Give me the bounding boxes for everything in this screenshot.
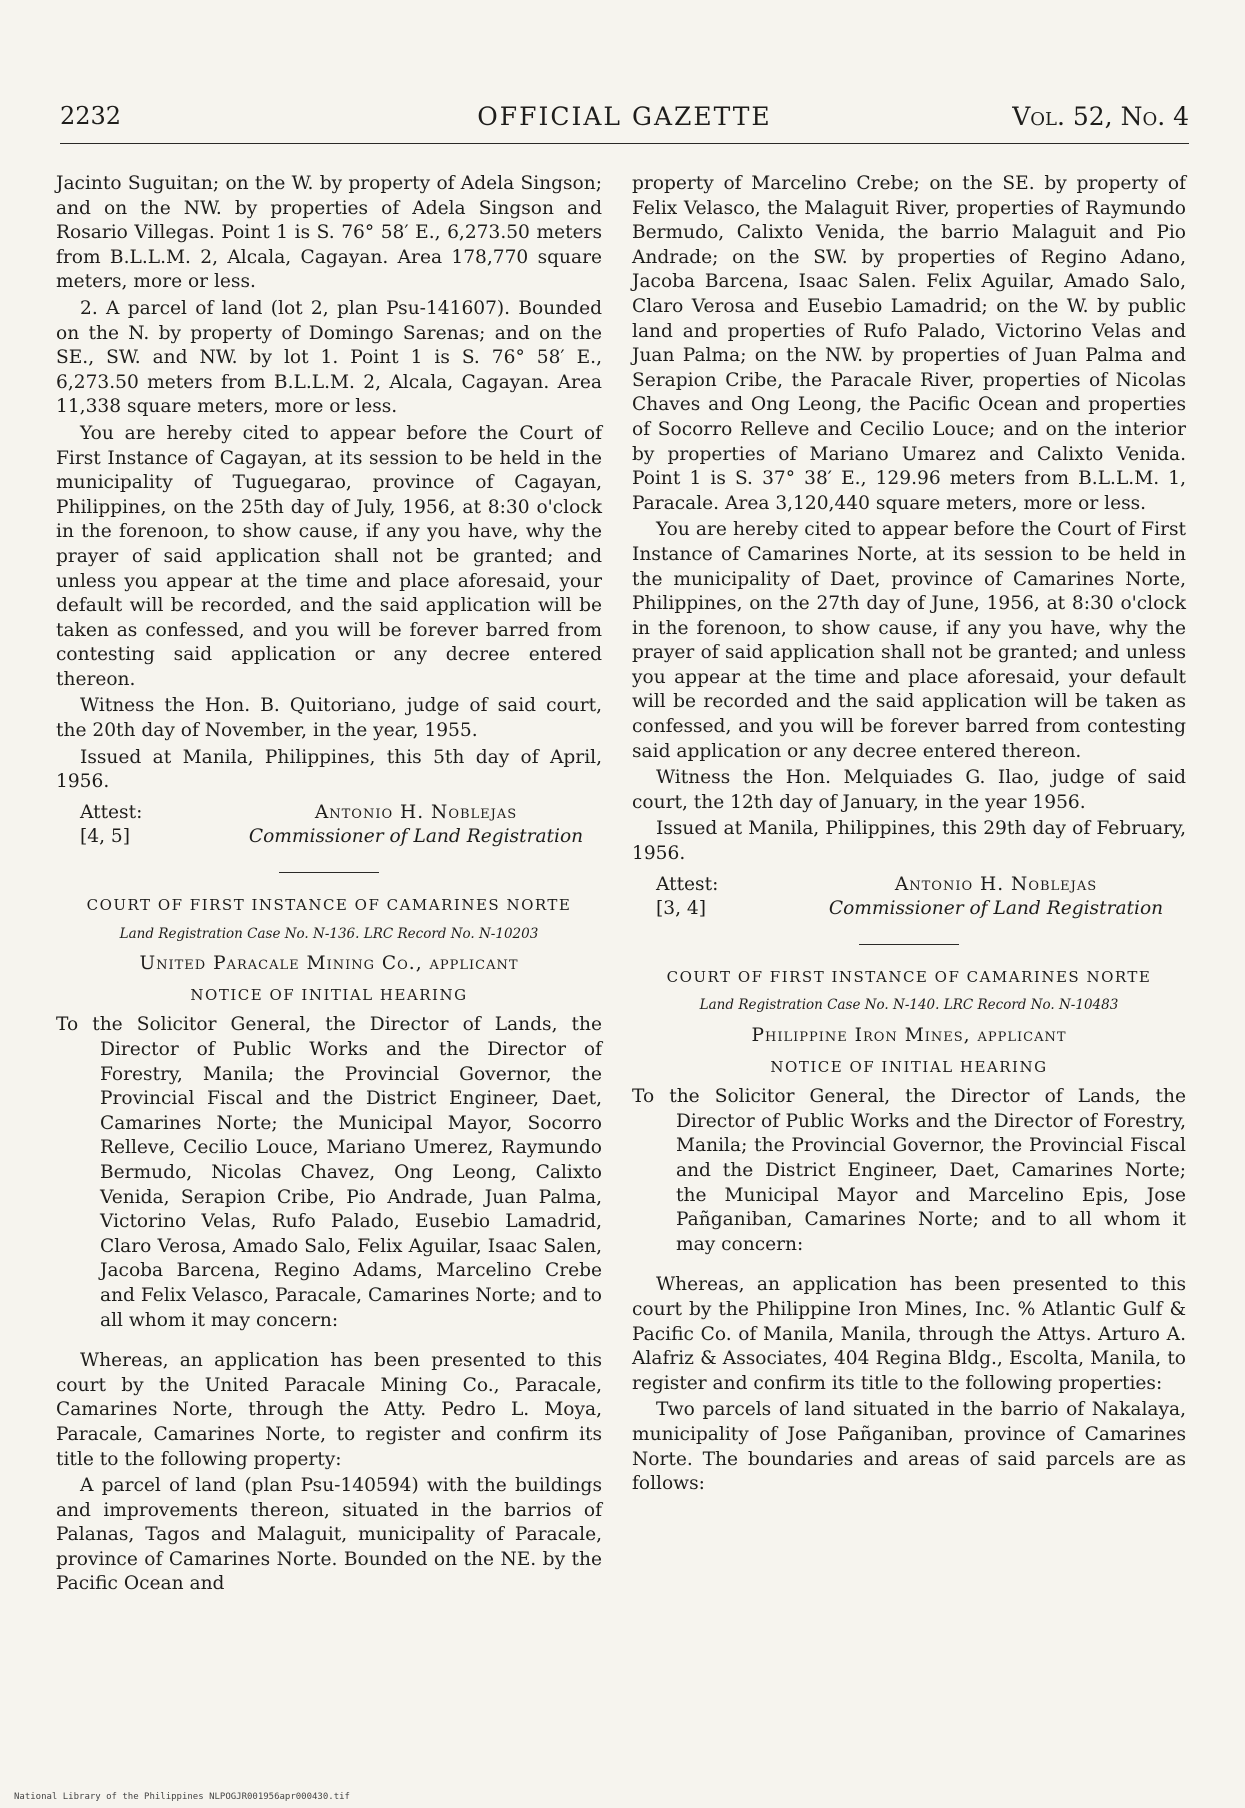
- paragraph: You are hereby cited to appear before the Court of First Instance of Cagayan, at its session to be held in the municipality of Tuguegarao, province of Cagayan, Philippines, on the 25th day of July, 1956, at 8:30 o'clock in the forenoon, to show cause, if any you have, why the prayer of said application shall not be granted; and unless you appear at the time and place aforesaid, your default will be recorded, and the said application will be taken as confessed, and you will be forever barred from contesting said application or any decree entered thereon.: [56, 422, 602, 690]
- attest-label: Attest:: [656, 873, 719, 895]
- left-column: [56, 172, 602, 1599]
- attest-title: Commissioner of Land Registration: [828, 898, 1164, 920]
- paragraph: Jacinto Suguitan; on the W. by property of Adela Singson; and on the NW. by properties of Adela Singson and Rosario Villegas. Point 1 is S. 76° 58′ E., 6,273.50 meters from B.L.L.M. 2, Alcala, Cagayan. Area 178,770 square meters, more or less.: [56, 173, 602, 293]
- paragraph: You are hereby cited to appear before the Court of First Instance of Camarines Norte, at its session to be held in the municipality of Daet, province of Camarines Norte, Philippines, on the 27th day of June, 1956, at 8:30 o'clock in the forenoon, to show cause, if any you have, why the prayer of said application shall not be granted; and unless you appear at the time and place aforesaid, your default will be recorded and the said application will be taken as confessed, and you will be forever barred from contesting said application or any decree entered thereon.: [632, 519, 1186, 762]
- attest-reference: [3, 4]: [656, 898, 706, 920]
- paragraph: Two parcels of land situated in the barrio of Nakalaya, municipality of Jose Pañganiban, province of Camarines Norte. The boundaries and areas of said parcels are as follows:: [632, 1399, 1186, 1495]
- attest-label: Attest:: [80, 801, 143, 823]
- paragraph: Issued at Manila, Philippines, this 29th day of February, 1956.: [632, 818, 1186, 865]
- paragraph: A parcel of land (plan Psu-140594) with the buildings and improvements thereon, situated in the barrios of Palanas, Tagos and Malaguit, municipality of Paracale, province of Camarines Norte. Bounded on the NE. by the Pacific Ocean and: [56, 1475, 602, 1595]
- notice-heading: NOTICE OF INITIAL HEARING: [190, 985, 468, 1004]
- page-number: 2232: [60, 102, 122, 130]
- attestation-title: [80, 825, 602, 850]
- right-column: [632, 172, 1186, 1499]
- court-heading: COURT OF FIRST INSTANCE OF CAMARINES NORTE: [86, 896, 572, 915]
- addressees: To the Solicitor General, the Director of Lands, the Director of Public Works and the Director of Forestry, Manila; the Provincial Governor, the Provincial Fiscal and the District Engineer, Daet, Camarines Norte; the Municipal Mayor, Socorro Relleve, Cecilio Louce, Mariano Umerez, Raymundo Bermudo, Nicolas Chavez, Ong Leong, Calixto Venida, Serapion Cribe, Pio Andrade, Juan Palma, Victorino Velas, Rufo Palado, Eusebio Lamadrid, Claro Verosa, Amado Salo, Felix Aguilar, Isaac Salen, Jacoba Barcena, Regino Adams, Marcelino Crebe and Felix Velasco, Paracale, Camarines Norte; and to all whom it may concern:: [56, 1014, 602, 1331]
- section-divider: [859, 944, 959, 945]
- attestation: [80, 801, 602, 826]
- section-divider: [279, 872, 379, 873]
- applicant-line: United Paracale Mining Co., applicant: [139, 953, 519, 975]
- header-rule: [60, 143, 1189, 144]
- court-heading: COURT OF FIRST INSTANCE OF CAMARINES NORTE: [666, 967, 1152, 986]
- publication-title: OFFICIAL GAZETTE: [477, 102, 772, 131]
- paragraph: Issued at Manila, Philippines, this 5th day of April, 1956.: [56, 746, 602, 793]
- notice-heading: NOTICE OF INITIAL HEARING: [770, 1057, 1048, 1076]
- attest-name: Antonio H. Noblejas: [894, 873, 1098, 895]
- paragraph: Whereas, an application has been presented to this court by the United Paracale Mining Co., Paracale, Camarines Norte, through the Atty. Pedro L. Moya, Paracale, Camarines Norte, to register and confirm its title to the following property:: [56, 1350, 602, 1470]
- scan-footer: National Library of the Philippines NLPOGJR001956apr000430.tif: [14, 1792, 350, 1802]
- attest-reference: [4, 5]: [80, 826, 130, 848]
- attest-name: Antonio H. Noblejas: [314, 801, 518, 823]
- paragraph: 2. A parcel of land (lot 2, plan Psu-141607). Bounded on the N. by property of Domingo Sarenas; and on the SE., SW. and NW. by lot 1. Point 1 is S. 76° 58′ E., 6,273.50 meters from B.L.L.M. 2, Alcala, Cagayan. Area 11,338 square meters, more or less.: [56, 297, 602, 418]
- volume-issue: Vol. 52, No. 4: [1012, 102, 1189, 131]
- addressees: To the Solicitor General, the Director of Lands, the Director of Public Works and the Director of Forestry, Manila; the Provincial Governor, the Provincial Fiscal and the District Engineer, Daet, Camarines Norte; the Municipal Mayor and Marcelino Epis, Jose Pañganiban, Camarines Norte; and to all whom it may concern:: [632, 1086, 1186, 1255]
- paragraph: Whereas, an application has been presented to this court by the Philippine Iron Mines, Inc. % Atlantic Gulf & Pacific Co. of Manila, Manila, through the Attys. Arturo A. Alafriz & Associates, 404 Regina Bldg., Escolta, Manila, to register and confirm its title to the following properties:: [632, 1274, 1186, 1394]
- case-reference: Land Registration Case No. N-140. LRC Record No. N-10483: [699, 997, 1119, 1014]
- paragraph: property of Marcelino Crebe; on the SE. by property of Felix Velasco, the Malaguit River, properties of Raymundo Bermudo, Calixto Venida, the barrio Malaguit and Pio Andrade; on the SW. by properties of Regino Adano, Jacoba Barcena, Isaac Salen. Felix Aguilar, Amado Salo, Claro Verosa and Eusebio Lamadrid; on the W. by public land and properties of Rufo Palado, Victorino Velas and Juan Palma; on the NW. by properties of Juan Palma and Serapion Cribe, the Paracale River, properties of Nicolas Chaves and Ong Leong, the Pacific Ocean and properties of Socorro Relleve and Cecilio Louce; and on the interior by properties of Mariano Umarez and Calixto Venida. Point 1 is S. 37° 38′ E., 129.96 meters from B.L.L.M. 1, Paracale. Area 3,120,440 square meters, more or less.: [632, 173, 1186, 514]
- paragraph: Witness the Hon. B. Quitoriano, judge of said court, the 20th day of November, in the year, 1955.: [56, 695, 602, 742]
- attestation: [656, 873, 1186, 898]
- page-header: [60, 102, 1189, 138]
- attest-title: Commissioner of Land Registration: [248, 826, 584, 848]
- attestation-title: [656, 897, 1186, 922]
- applicant-line: Philippine Iron Mines, applicant: [751, 1025, 1067, 1046]
- paragraph: Witness the Hon. Melquiades G. Ilao, judge of said court, the 12th day of January, in the year 1956.: [632, 767, 1186, 813]
- case-reference: Land Registration Case No. N-136. LRC Record No. N-10203: [119, 925, 539, 942]
